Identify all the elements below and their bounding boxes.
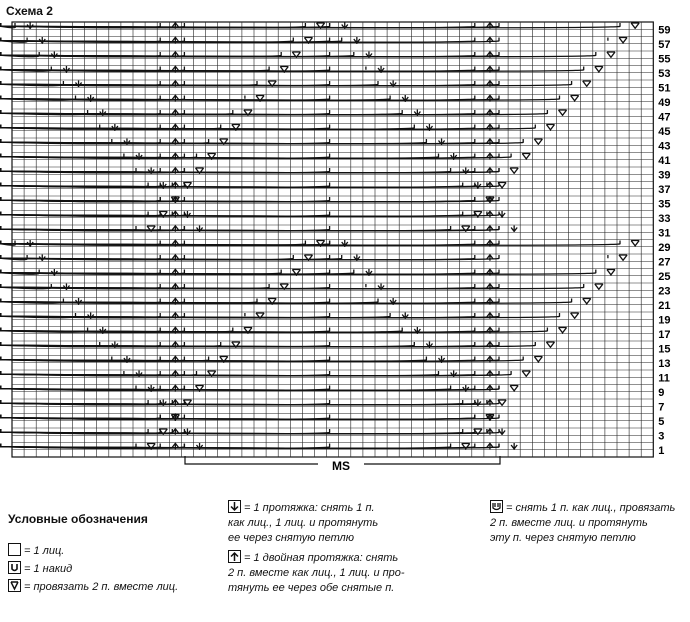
row-number: 1 bbox=[658, 445, 665, 458]
row-number: 27 bbox=[658, 256, 671, 269]
yarn-over-icon bbox=[8, 561, 21, 574]
row-number: 13 bbox=[658, 358, 671, 371]
legend-item-sk2po: = снять 1 п. как лиц., провязать 2 п. вместе лиц. и протянуть эту п. через снятую петлю bbox=[490, 502, 676, 544]
up-arrow-icon bbox=[228, 550, 241, 563]
legend-item-cdd: = 1 двойная протяжка: снять 2 п. вместе как лиц., 1 лиц. и про- тянуть ее через обе снятые п. bbox=[228, 552, 405, 594]
row-number: 33 bbox=[658, 213, 671, 226]
row-number: 47 bbox=[658, 111, 671, 124]
row-number: 7 bbox=[658, 401, 665, 414]
row-number: 31 bbox=[658, 227, 671, 240]
legend-item-k2tog: = провязать 2 п. вместе лиц. bbox=[8, 579, 178, 595]
double-loop-icon bbox=[490, 500, 503, 513]
row-number: 37 bbox=[658, 184, 671, 197]
row-number: 41 bbox=[658, 155, 671, 168]
row-number: 17 bbox=[658, 329, 671, 342]
blank-cell-icon bbox=[8, 543, 21, 556]
row-number: 21 bbox=[658, 300, 671, 313]
row-number: 3 bbox=[658, 430, 665, 443]
row-number: 19 bbox=[658, 314, 671, 327]
down-arrow-icon bbox=[228, 500, 241, 513]
row-number: 5 bbox=[658, 416, 665, 429]
row-number: 43 bbox=[658, 140, 671, 153]
legend-title: Условные обозначения bbox=[8, 512, 148, 526]
repeat-label: MS bbox=[332, 459, 350, 473]
row-number: 45 bbox=[658, 126, 671, 139]
legend-item-yo: = 1 накид bbox=[8, 561, 72, 577]
k2tog-icon bbox=[8, 579, 21, 592]
chart-grid bbox=[12, 22, 653, 457]
row-number: 23 bbox=[658, 285, 671, 298]
row-number: 59 bbox=[658, 24, 671, 37]
row-number: 25 bbox=[658, 271, 671, 284]
row-number: 29 bbox=[658, 242, 671, 255]
row-number: 39 bbox=[658, 169, 671, 182]
row-number: 57 bbox=[658, 39, 671, 52]
row-number: 55 bbox=[658, 53, 671, 66]
legend-item-skpo: = 1 протяжка: снять 1 п. как лиц., 1 лиц. и протянуть ее через снятую петлю bbox=[228, 502, 379, 544]
row-numbers bbox=[658, 25, 670, 458]
chart-title: Схема 2 bbox=[6, 4, 53, 18]
row-number: 11 bbox=[658, 372, 670, 385]
row-number: 53 bbox=[658, 68, 671, 81]
legend-item-knit: = 1 лиц. bbox=[8, 543, 64, 559]
repeat-bracket bbox=[185, 456, 500, 473]
row-number: 9 bbox=[658, 387, 665, 400]
row-number: 49 bbox=[658, 97, 671, 110]
row-number: 35 bbox=[658, 198, 671, 211]
row-number: 15 bbox=[658, 343, 671, 356]
row-number: 51 bbox=[658, 82, 671, 95]
